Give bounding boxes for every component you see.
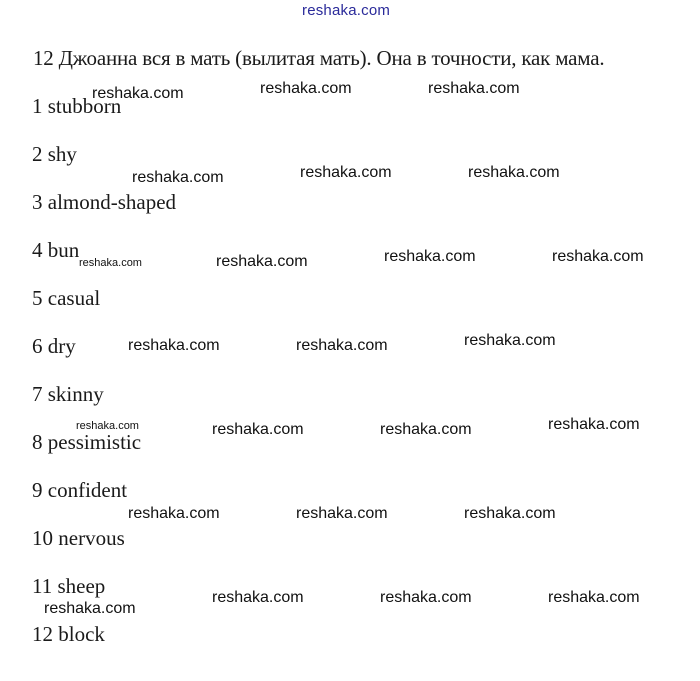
translation-sentence: 12 Джоанна вся в мать (вылитая мать). Она в точности, как мама. (33, 46, 605, 70)
answer-item-7: 7 skinny (32, 382, 104, 406)
watermark: reshaka.com (384, 248, 476, 265)
watermark: reshaka.com (296, 337, 388, 354)
answer-item-8: 8 pessimistic (32, 430, 142, 454)
watermark: reshaka.com (128, 337, 220, 354)
watermark: reshaka.com (380, 589, 472, 606)
answer-item-1: 1 stubborn (32, 94, 122, 118)
answer-item-2: 2 shy (32, 142, 77, 166)
answer-item-6: 6 dry (32, 334, 76, 358)
watermark: reshaka.com (296, 505, 388, 522)
site-link[interactable]: reshaka.com (302, 2, 391, 19)
watermark: reshaka.com (216, 253, 308, 270)
watermark: reshaka.com (380, 421, 472, 438)
answer-item-4: 4 bun (32, 238, 80, 262)
watermark: reshaka.com (468, 164, 560, 181)
watermark: reshaka.com (44, 600, 136, 617)
watermark: reshaka.com (428, 80, 520, 97)
watermark: reshaka.com (300, 164, 392, 181)
watermark: reshaka.com (552, 248, 644, 265)
watermark: reshaka.com (464, 332, 556, 349)
answer-item-11: 11 sheep (32, 574, 106, 598)
watermark: reshaka.com (260, 80, 352, 97)
watermark: reshaka.com (92, 85, 184, 102)
watermark: reshaka.com (548, 589, 640, 606)
watermark: reshaka.com (212, 589, 304, 606)
watermark: reshaka.com (132, 169, 224, 186)
answer-item-3: 3 almond-shaped (32, 190, 177, 214)
watermark: reshaka.com (548, 416, 640, 433)
answer-item-5: 5 casual (32, 286, 101, 310)
answer-item-10: 10 nervous (32, 526, 125, 550)
watermark: reshaka.com (76, 420, 139, 432)
watermark: reshaka.com (128, 505, 220, 522)
answer-item-12: 12 block (32, 622, 105, 646)
watermark: reshaka.com (464, 505, 556, 522)
watermark: reshaka.com (212, 421, 304, 438)
watermark: reshaka.com (79, 257, 142, 269)
answer-item-9: 9 confident (32, 478, 128, 502)
